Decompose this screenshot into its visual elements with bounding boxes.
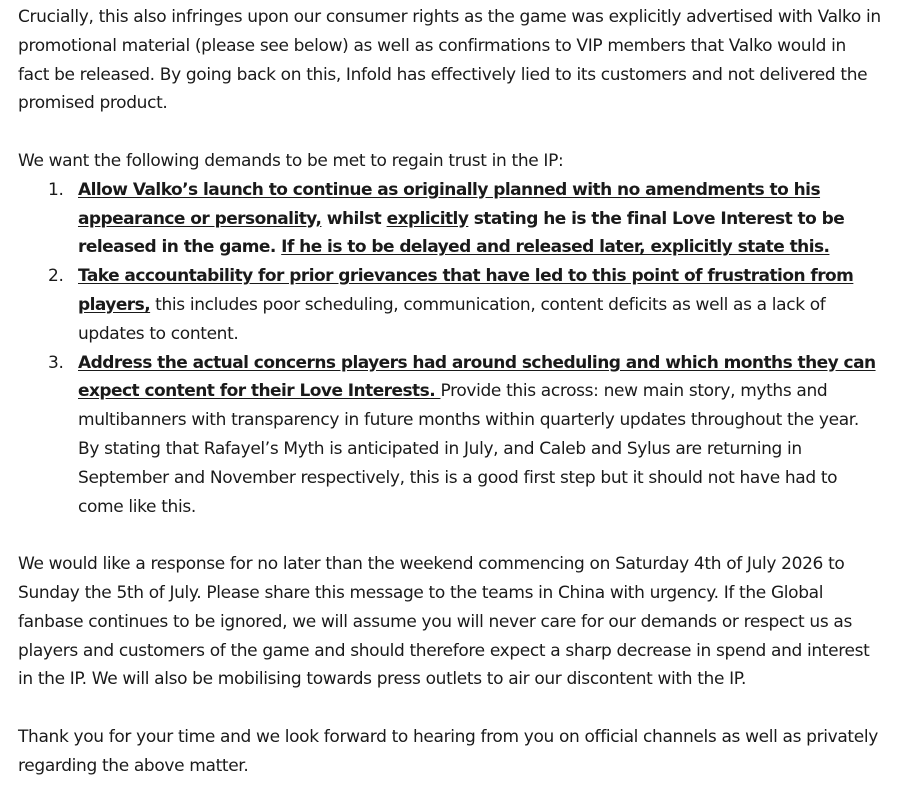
paragraph-response-deadline: We would like a response for no later than the weekend commencing on Saturday 4th of July 2026 to Sunday the 5th of July. Please share this message to the teams in China with urgency. If the Global fanbase continues to be ignored, we will assume you will never care for our demands or respect us as players and customers of the game and should therefore expect a sharp decrease in spend and interest in the IP. We will also be mobilising towards press outlets to air our discontent with the IP. — [18, 554, 870, 690]
demand-bold-underlined: Allow Valko’s launch to continue as originally planned with no amendments to his appearance or personality, — [78, 179, 821, 229]
paragraph-gap — [18, 694, 881, 723]
demand-bold-underlined: If he is to be delayed and released later, explicitly state this. — [281, 237, 830, 258]
demand-item-1 — [18, 176, 881, 262]
demand-number: 3. — [48, 352, 64, 373]
demand-bold: stating he is the final Love Interest to be released in the game. — [78, 208, 845, 258]
demands-intro: We want the following demands to be met to regain trust in the IP: — [18, 150, 564, 171]
demand-item-2 — [18, 262, 881, 348]
demand-bold-underlined: Address the actual concerns players had around scheduling and which months they can expect content for their Love Interests. — [78, 352, 876, 402]
paragraph-gap — [18, 118, 881, 147]
demand-bold: whilst — [321, 208, 387, 229]
paragraph-consumer-rights: Crucially, this also infringes upon our consumer rights as the game was explicitly advertised with Valko in promotional material (please see below) as well as confirmations to VIP members that Valko would in fact be released. By going back on this, Infold has effectively lied to its customers and not delivered the promised product. — [18, 7, 881, 114]
paragraph-closing: Thank you for your time and we look forward to hearing from you on official channels as well as privately regarding the above matter. — [18, 726, 878, 776]
demand-number: 2. — [48, 266, 64, 287]
demand-number: 1. — [48, 179, 64, 200]
demands-list — [18, 176, 881, 522]
demand-text: Provide this across: new main story, myths and multibanners with transparency in future months within quarterly updates throughout the year. By stating that Rafayel’s Myth is anticipated in July, and Caleb and Sylus are returning in September and November respectively, this is a good first step but it should not have had to come like this. — [78, 381, 859, 517]
demand-bold-underlined: Take accountability for prior grievances that have led to this point of frustration from players, — [78, 266, 854, 315]
paragraph-gap — [18, 521, 881, 550]
demand-bold-underlined: explicitly — [386, 208, 469, 229]
demand-item-3 — [18, 349, 881, 522]
demand-text: this includes poor scheduling, communication, content deficits as well as a lack of updates to content. — [78, 294, 826, 344]
